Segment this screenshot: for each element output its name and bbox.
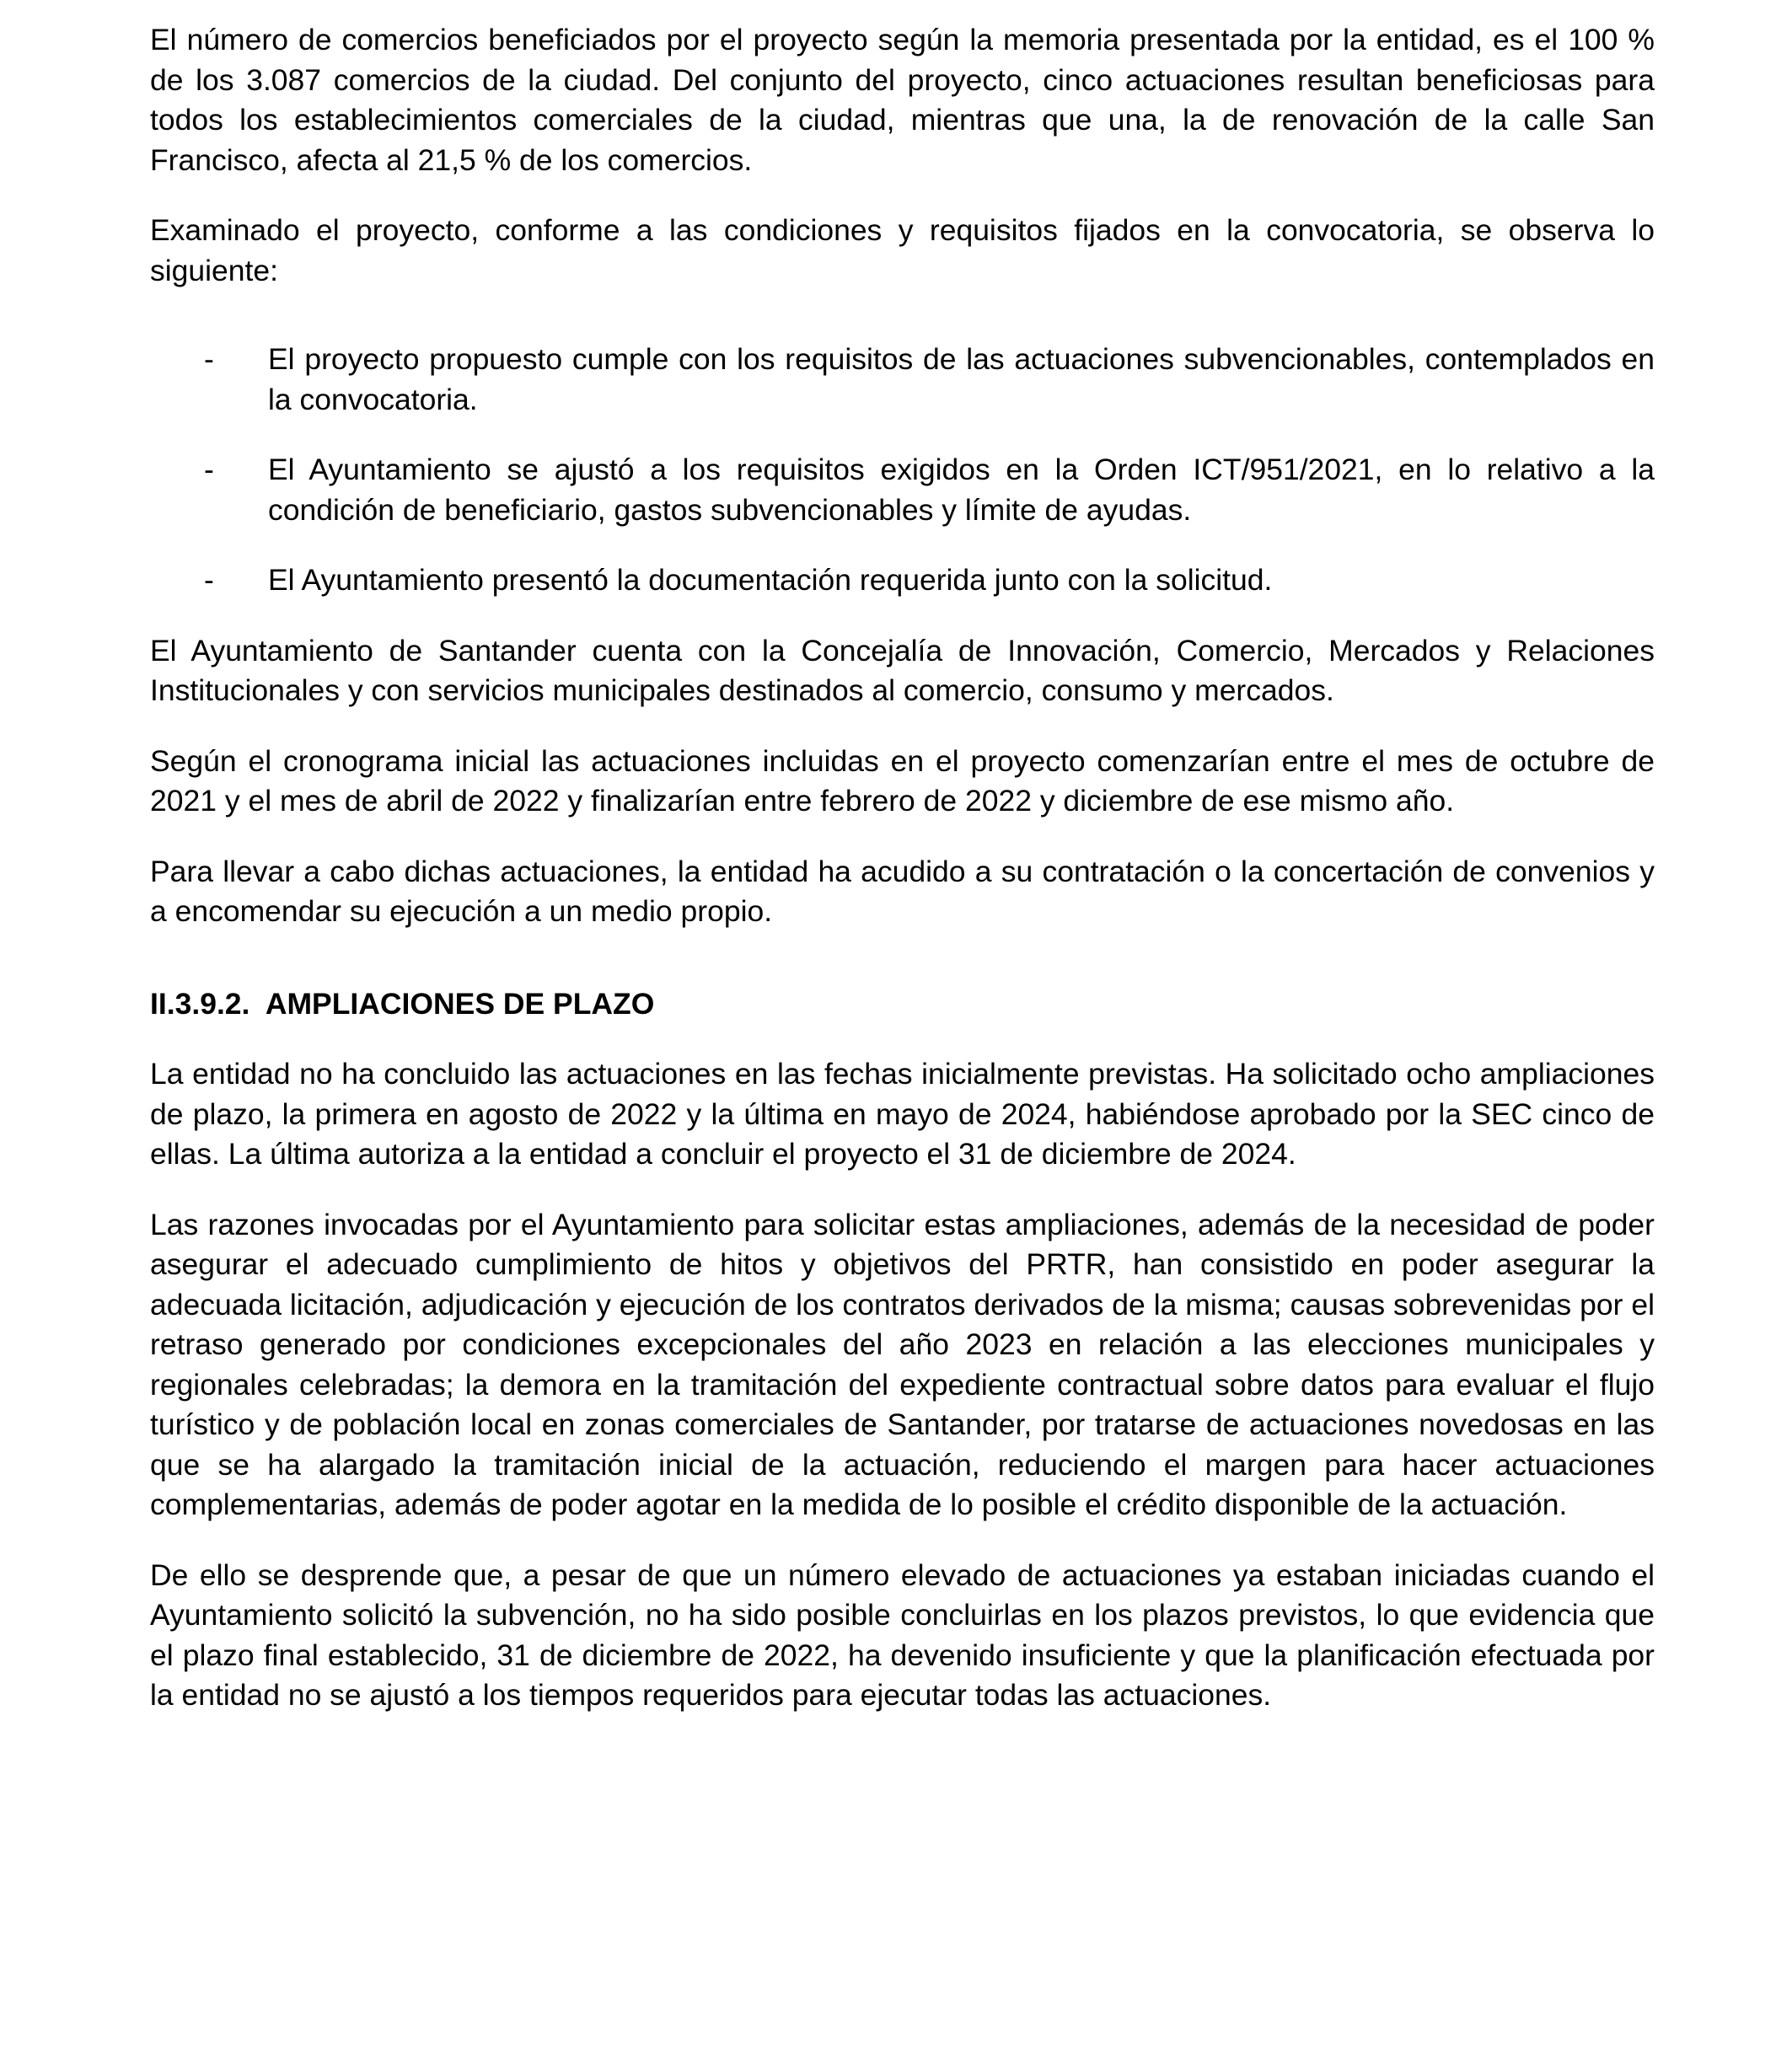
observations-list [150,340,1655,601]
bullet-dash-icon: - [204,342,214,376]
bullet-dash-icon: - [204,453,214,486]
paragraph-comercios-beneficiados: El número de comercios beneficiados por el proyecto según la memoria presentada por la entidad, es el 100 % de los 3.087 comercios de la ciudad. Del conjunto del proyecto, cinco actuaciones resultan beneficiosas para todos los establecimientos comerciales de la ciudad, mientras que una, la de renovación de la calle San Francisco, afecta al 21,5 % de los comercios. [150,23,1655,177]
document-body [150,20,1655,1716]
list-item [150,560,1655,601]
paragraph-examinado-proyecto: Examinado el proyecto, conforme a las condiciones y requisitos fijados en la convocatoria, se observa lo siguiente: [150,213,1655,287]
heading-spacer [150,962,1655,984]
list-item-text: El Ayuntamiento se ajustó a los requisitos exigidos en la Orden ICT/951/2021, en lo relativo a la condición de beneficiario, gastos subvencionables y límite de ayudas. [268,453,1655,527]
list-item [150,450,1655,530]
list-item-text: El proyecto propuesto cumple con los requisitos de las actuaciones subvencionables, contemplados en la convocatoria. [268,342,1655,416]
list-spacer [150,321,1655,340]
paragraph-conclusion-plazos: De ello se desprende que, a pesar de que un número elevado de actuaciones ya estaban iniciadas cuando el Ayuntamiento solicitó la subvención, no ha sido posible concluirlas en los plazos previstos, lo que evidencia que el plazo final establecido, 31 de diciembre de 2022, ha devenido insuficiente y que la planificación efectuada por la entidad no se ajustó a los tiempos requeridos para ejecutar todas las actuaciones. [150,1557,1655,1712]
list-item-text: El Ayuntamiento presentó la documentación requerida junto con la solicitud. [268,563,1273,597]
list-item [150,340,1655,420]
bullet-dash-icon: - [204,563,214,597]
paragraph-ayuntamiento-santander: El Ayuntamiento de Santander cuenta con la Concejalía de Innovación, Comercio, Mercados y Relaciones Institucionales y con servicios municipales destinados al comercio, consumo y mercados. [150,633,1655,707]
paragraph-razones-invocadas: Las razones invocadas por el Ayuntamiento para solicitar estas ampliaciones, además de la necesidad de poder asegurar el adecuado cumplimiento de hitos y objetivos del PRTR, han consistido en poder asegurar la adecuada licitación, adjudicación y ejecución de los contratos derivados de la misma; causas sobrevenidas por el retraso generado por condiciones excepcionales del año 2023 en relación a las elecciones municipales y regionales celebradas; la demora en la tramitación del expediente contractual sobre datos para evaluar el flujo turístico y de población local en zonas comerciales de Santander, por tratarse de actuaciones novedosas en las que se ha alargado la tramitación inicial de la actuación, reduciendo el margen para hacer actuaciones complementarias, además de poder agotar en la medida de lo posible el crédito disponible de la actuación. [150,1207,1655,1521]
paragraph-cronograma-inicial: Según el cronograma inicial las actuaciones incluidas en el proyecto comenzarían entre el mes de octubre de 2021 y el mes de abril de 2022 y finalizarían entre febrero de 2022 y diciembre de ese mismo año. [150,743,1655,818]
section-heading-ampliaciones-de-plazo: II.3.9.2. AMPLIACIONES DE PLAZO [150,986,655,1021]
paragraph-contratacion-convenios: Para llevar a cabo dichas actuaciones, la entidad ha acudido a su contratación o la concertación de convenios y a encomendar su ejecución a un medio propio. [150,854,1655,928]
paragraph-ampliaciones-solicitadas: La entidad no ha concluido las actuaciones en las fechas inicialmente previstas. Ha solicitado ocho ampliaciones de plazo, la primera en agosto de 2022 y la última en mayo de 2024, habiéndose aprobado por la SEC cinco de ellas. La última autoriza a la entidad a concluir el proyecto el 31 de diciembre de 2024. [150,1057,1655,1171]
